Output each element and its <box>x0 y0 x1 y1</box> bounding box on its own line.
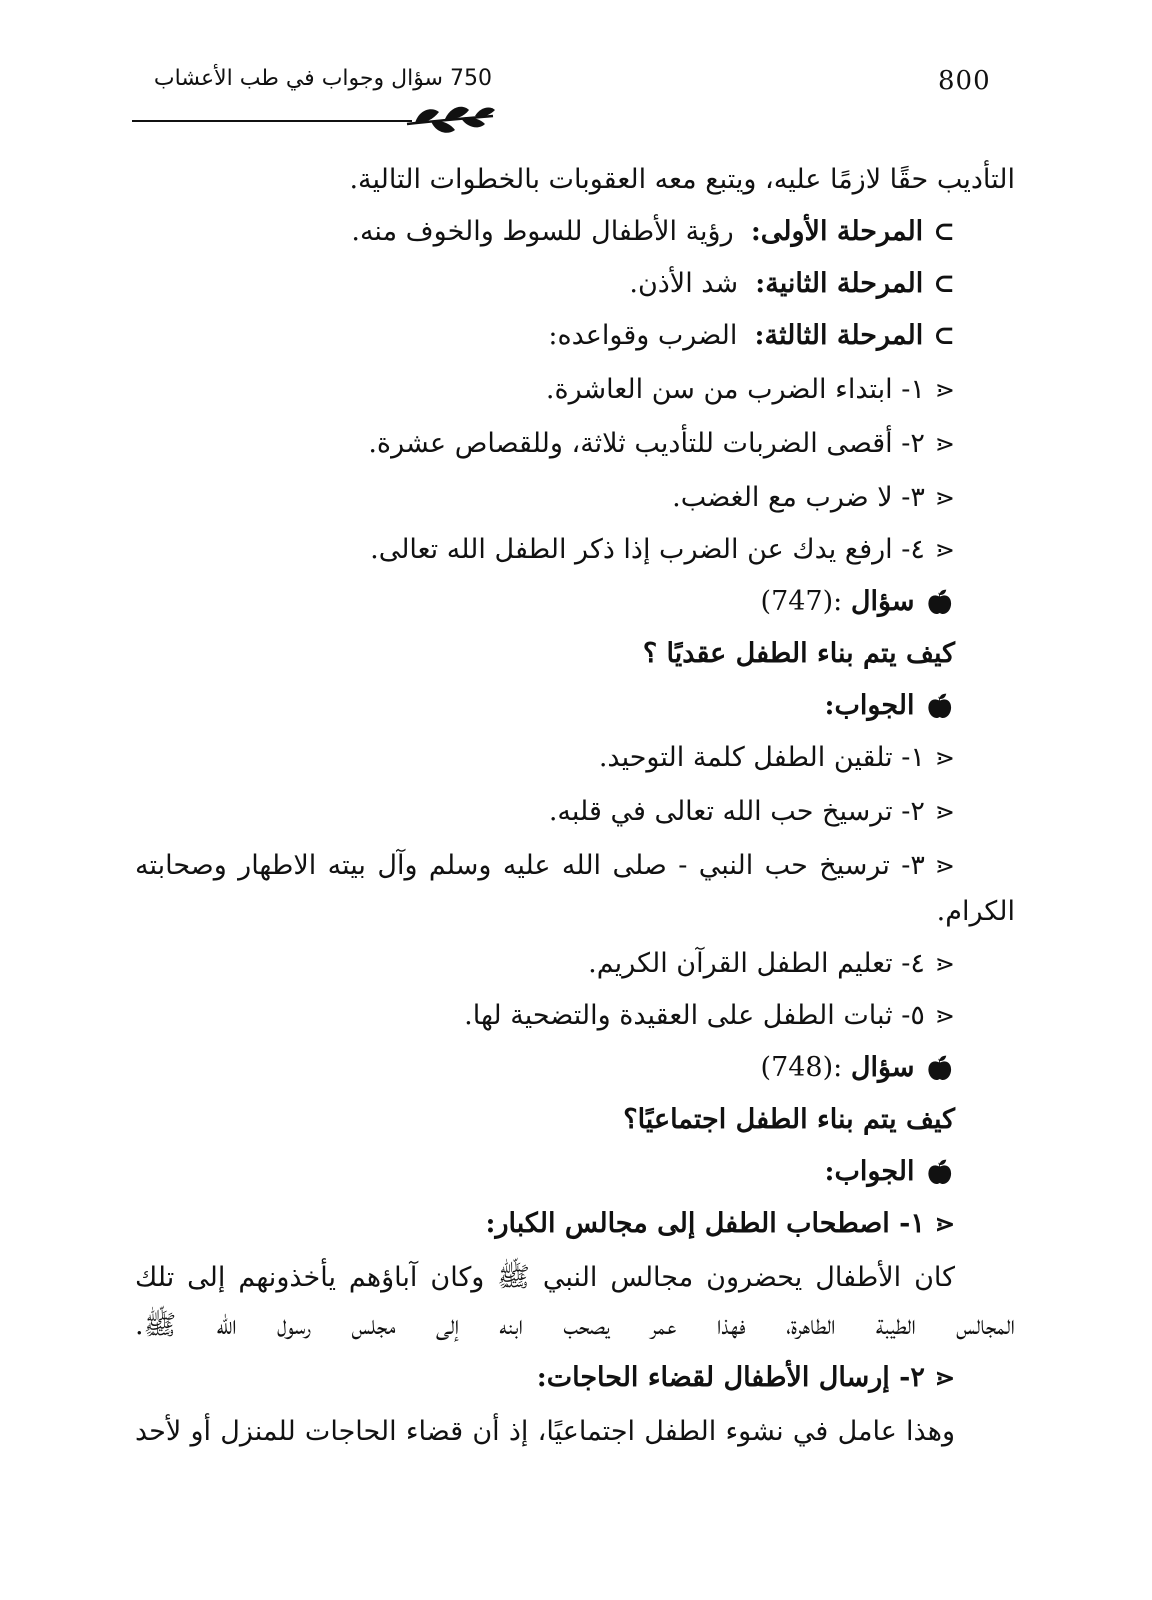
paragraph-2-line-1: وهذا عامل في نشوء الطفل اجتماعيًا، إذ أن قضاء الحاجات للمنزل أو لأحد <box>135 1416 955 1447</box>
bullet-c-icon: ⊃ <box>933 217 955 247</box>
arrow-icon: ⋖ <box>934 744 955 772</box>
arrow-icon: ⋖ <box>934 484 955 512</box>
arrow-icon: ⋖ <box>934 1002 955 1030</box>
answer-747 <box>825 686 955 726</box>
question-number: (747): <box>760 586 843 617</box>
stage-1-text: رؤية الأطفال للسوط والخوف منه. <box>351 216 734 247</box>
stage-1-label: المرحلة الأولى: <box>750 216 924 247</box>
arrow-icon: ⋖ <box>934 950 955 978</box>
arrow-icon: ⋖ <box>934 430 955 458</box>
page-body <box>135 0 1015 1600</box>
stage-3-text: الضرب وقواعده: <box>548 320 738 351</box>
answer-item-5 <box>464 996 955 1036</box>
rule-4-text: ٤- ارفع يدك عن الضرب إذا ذكر الطفل الله تعالى. <box>370 534 925 565</box>
question-748 <box>761 1048 955 1088</box>
question-747-text: كيف يتم بناء الطفل عقديًا ؟ <box>642 638 955 669</box>
question-label: سؤال <box>850 586 915 617</box>
paragraph-1-line-1: كان الأطفال يحضرون مجالس النبي ﷺ وكان آباؤهم يأخذونهم إلى تلك <box>135 1262 955 1293</box>
rule-3-text: ٣- لا ضرب مع الغضب. <box>672 482 925 513</box>
arrow-icon: ⋖ <box>934 798 955 826</box>
answer-item-3-text: ٣- ترسيخ حب النبي - صلى الله عليه وسلم وآل بيته الاطهار وصحابته <box>135 850 925 881</box>
question-number: (748): <box>760 1052 843 1083</box>
apple-icon: 🍎︎ <box>924 588 955 616</box>
rule-2 <box>368 424 955 464</box>
bullet-c-icon: ⊃ <box>933 321 955 351</box>
answer-item-1 <box>599 738 955 778</box>
social-step-2 <box>537 1358 955 1398</box>
answer-item-4 <box>588 944 955 984</box>
arrow-icon: ⋖ <box>934 376 955 404</box>
answer-label: الجواب: <box>824 690 915 721</box>
social-step-2-text: ٢- إرسال الأطفال لقضاء الحاجات: <box>536 1362 925 1393</box>
page-number: 800 <box>938 66 991 96</box>
arrow-icon: ⋖ <box>934 536 955 564</box>
rule-3 <box>672 478 955 518</box>
rule-1-text: ١- ابتداء الضرب من سن العاشرة. <box>545 374 925 405</box>
stage-2-label: المرحلة الثانية: <box>755 268 924 299</box>
arrow-icon: ⋖ <box>934 852 955 880</box>
rule-4 <box>370 530 955 570</box>
social-step-1-text: ١- اصطحاب الطفل إلى مجالس الكبار: <box>485 1208 925 1239</box>
answer-item-1-text: ١- تلقين الطفل كلمة التوحيد. <box>598 742 925 773</box>
answer-item-4-text: ٤- تعليم الطفل القرآن الكريم. <box>588 948 925 979</box>
intro-line: التأديب حقًا لازمًا عليه، ويتبع معه العقوبات بالخطوات التالية. <box>349 164 1015 195</box>
answer-748 <box>825 1152 955 1192</box>
question-747 <box>761 582 955 622</box>
stage-3-label: المرحلة الثالثة: <box>754 320 924 351</box>
answer-item-2-text: ٢- ترسيخ حب الله تعالى في قلبه. <box>548 796 925 827</box>
answer-label: الجواب: <box>824 1156 915 1187</box>
stage-2 <box>629 264 955 304</box>
arrow-icon: ⋖ <box>934 1209 955 1238</box>
arrow-icon: ⋖ <box>934 1363 955 1392</box>
stage-2-text: شد الأذن. <box>629 268 739 299</box>
paragraph-1-line-2: المجالس الطيبة الطاهرة، فهذا عمر يصحب ابنه إلى مجلس رسول الله ﷺ. <box>135 1310 1015 1341</box>
apple-icon: 🍎︎ <box>924 1158 955 1186</box>
question-748-text: كيف يتم بناء الطفل اجتماعيًا؟ <box>623 1104 955 1135</box>
social-step-1 <box>486 1204 955 1244</box>
stage-3 <box>548 316 955 356</box>
stage-1 <box>351 212 955 252</box>
rule-2-text: ٢- أقصى الضربات للتأديب ثلاثة، وللقصاص عشرة. <box>368 428 925 459</box>
apple-icon: 🍎︎ <box>924 692 955 720</box>
running-title: 750 سؤال وجواب في طب الأعشاب <box>153 66 492 91</box>
question-label: سؤال <box>850 1052 915 1083</box>
apple-icon: 🍎︎ <box>924 1054 955 1082</box>
rule-1 <box>546 370 955 410</box>
answer-item-3 <box>135 846 955 886</box>
answer-item-2 <box>549 792 955 832</box>
answer-item-5-text: ٥- ثبات الطفل على العقيدة والتضحية لها. <box>464 1000 925 1031</box>
answer-item-3-continuation: الكرام. <box>936 896 1015 927</box>
bullet-c-icon: ⊃ <box>933 269 955 299</box>
